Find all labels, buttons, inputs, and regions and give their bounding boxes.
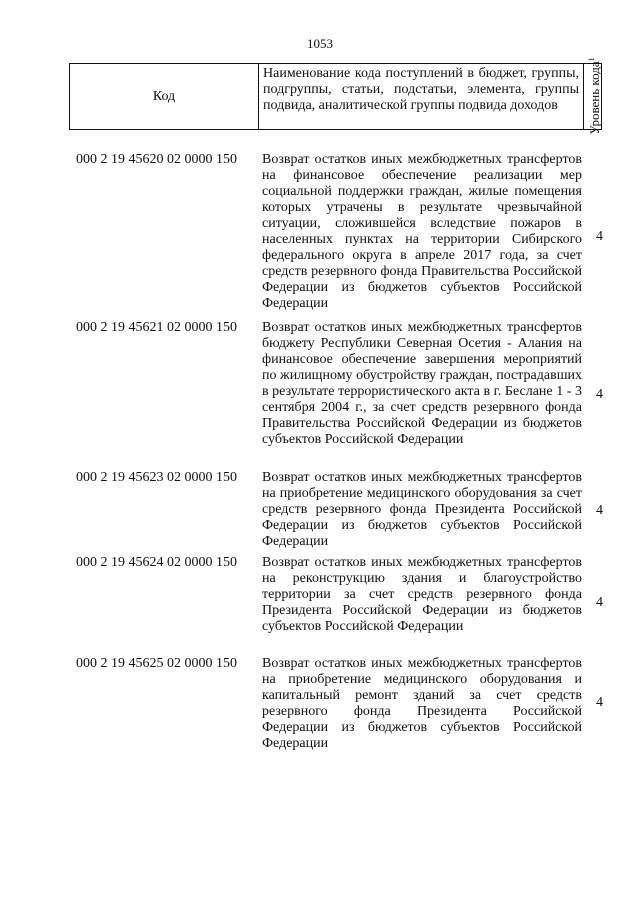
row-name: Возврат остатков иных межбюджетных трансфертов на финансовое обеспечение реализации мер социальной поддержки граждан, жилые помещения которых утрачены в результате чрезвычайной ситуации, сложившейся вследствие пожаров в населенных пунктах на территории Сибирского федерального округа в апреле 2017 года, за счет средств резервного фонда Правительства Российской Федерации из бюджетов субъектов Российской Федерации xyxy=(262,152,582,311)
row-level: 4 xyxy=(596,695,603,710)
level-column-header xyxy=(584,57,603,135)
row-level: 4 xyxy=(596,229,603,244)
row-code: 000 2 19 45625 02 0000 150 xyxy=(76,656,237,671)
row-code: 000 2 19 45623 02 0000 150 xyxy=(76,470,237,485)
row-level: 4 xyxy=(596,503,603,518)
row-code: 000 2 19 45620 02 0000 150 xyxy=(76,152,237,167)
row-code: 000 2 19 45624 02 0000 150 xyxy=(76,555,237,570)
row-code: 000 2 19 45621 02 0000 150 xyxy=(76,320,237,335)
row-level: 4 xyxy=(596,387,603,402)
level-header-label: Уровень кода xyxy=(587,61,603,135)
table-header xyxy=(69,57,603,135)
row-name: Возврат остатков иных межбюджетных трансфертов бюджету Республики Северная Осетия - Алания на финансовое обеспечение завершения мероприятий по жилищному обустройству граждан, пострадавших в результате террористического акта в г. Беслане 1 - 3 сентября 2004 г., за счет средств резервного фонда Правительства Российской Федерации из бюджетов субъектов Российской Федерации xyxy=(262,320,582,447)
name-column-header: Наименование кода поступлений в бюджет, группы, подгруппы, статьи, подстатьи, элемента, группы подвида, аналитической группы подвида доходов xyxy=(259,64,584,129)
row-name: Возврат остатков иных межбюджетных трансфертов на приобретение медицинского оборудования и капитальный ремонт зданий за счет средств резервного фонда Президента Российской Федерации из бюджетов субъектов Российской Федерации xyxy=(262,656,582,751)
level-header-text xyxy=(584,57,602,134)
page-number: 1053 xyxy=(307,36,333,51)
row-name: Возврат остатков иных межбюджетных трансфертов на приобретение медицинского оборудования за счет средств резервного фонда Президента Российской Федерации из бюджетов субъектов Российской Федерации xyxy=(262,470,582,549)
row-name: Возврат остатков иных межбюджетных трансфертов на реконструкцию здания и благоустройство территории за счет средств резервного фонда Президента Российской Федерации из бюджетов субъектов Российской Федерации xyxy=(262,555,582,634)
level-footnote-mark: 1 xyxy=(586,57,596,62)
row-level: 4 xyxy=(596,595,603,610)
code-column-header: Код xyxy=(70,64,259,129)
